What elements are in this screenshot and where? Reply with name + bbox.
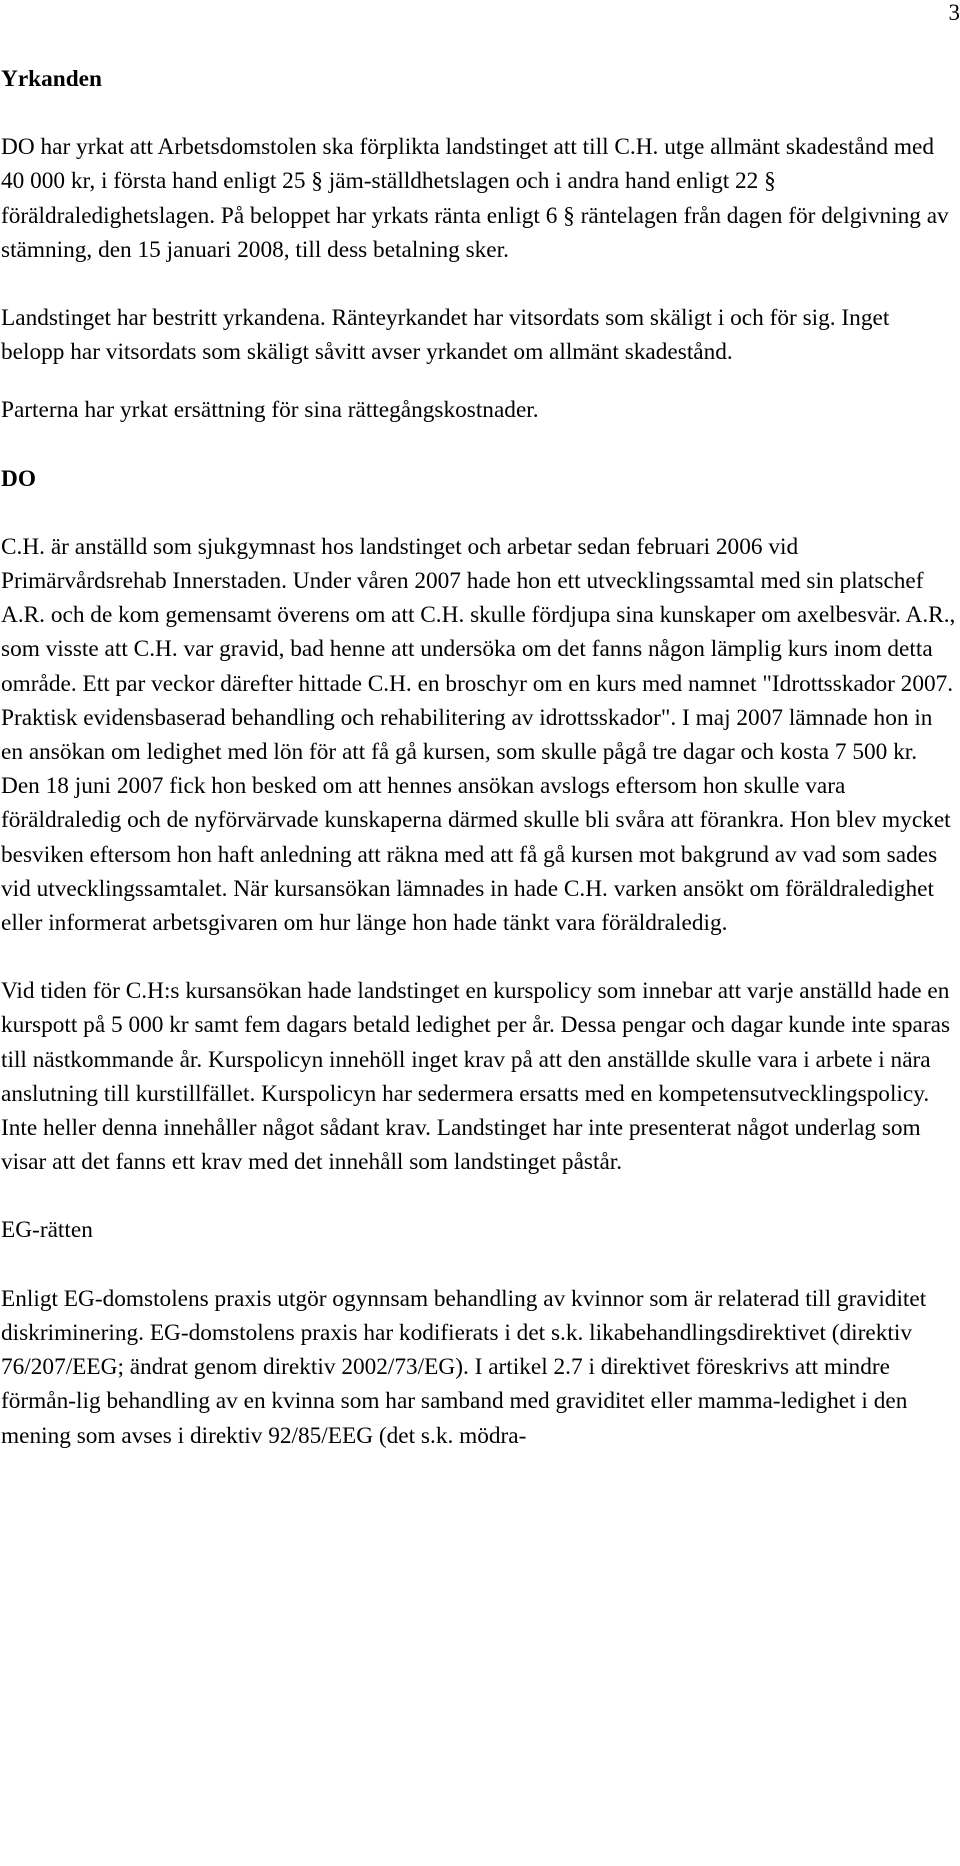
paragraph: Parterna har yrkat ersättning för sina rättegångskostnader. (1, 397, 539, 424)
paragraph: Enligt EG-domstolens praxis utgör ogynnsam behandling av kvinnor som är relaterad till graviditet diskriminering. EG-domstolens praxis har kodifierats i det s.k. likabehandlingsdirektivet (direktiv 76/207/EEG; ändrat genom direktiv 2002/73/EG). I artikel 2.7 i direktivet föreskrivs att mindre förmån-lig behandling av en kvinna som har samband med graviditet eller mamma-ledighet i den mening som avses i direktiv 92/85/EEG (det s.k. mödra- (1, 1285, 927, 1449)
page-number: 3 (948, 0, 960, 25)
section-heading-do: DO (1, 465, 36, 492)
section-heading-yrkanden: Yrkanden (1, 66, 102, 92)
paragraph: Vid tiden för C.H:s kursansökan hade landstinget en kurspolicy som innebar att varje anställd hade en kurspott på 5 000 kr samt fem dagars betald ledighet per år. Dessa pengar och dagar kunde inte sparas till nästkommande år. Kurspolicyn innehöll inget krav på att den anställde skulle vara i arbete i nära anslutning till kurstillfället. Kurspolicyn har sedermera ersatts med en kompetensutvecklingspolicy. Inte heller denna innehåller något sådant krav. Landstinget har inte presenterat något underlag som visar att det fanns ett krav med det innehåll som landstinget påstår. (1, 978, 951, 1176)
section-heading-eg-ratten: EG-rätten (1, 1217, 93, 1244)
paragraph: DO har yrkat att Arbetsdomstolen ska förplikta landstinget att till C.H. utge allmänt skadestånd med 40 000 kr, i första hand enligt 25 § jäm-ställdhetslagen och i andra hand enligt 22 § föräldraledighetslagen. På beloppet har yrkats ränta enligt 6 § räntelagen från dagen för delgivning av stämning, den 15 januari 2008, till dess betalning sker. (1, 134, 949, 263)
paragraph: C.H. är anställd som sjukgymnast hos landstinget och arbetar sedan februari 2006 vid Primärvårdsrehab Innerstaden. Under våren 2007 hade hon ett utvecklingssamtal med sin platschef A.R. och de kom gemensamt överens om att C.H. skulle fördjupa sina kunskaper om axelbesvär. A.R., som visste att C.H. var gravid, bad henne att undersöka om det fanns någon lämplig kurs inom detta område. Ett par veckor därefter hittade C.H. en broschyr om en kurs med namnet "Idrottsskador 2007. Praktisk evidensbaserad behandling och rehabilitering av idrottsskador". I maj 2007 lämnade hon in en ansökan om ledighet med lön för att få gå kursen, som skulle pågå tre dagar och kosta 7 500 kr. Den 18 juni 2007 fick hon besked om att hennes ansökan avslogs eftersom hon skulle vara föräldraledig och de nyförvärvade kunskaperna därmed skulle bli svåra att förankra. Hon blev mycket besviken eftersom hon haft anledning att räkna med att få gå kursen mot bakgrund av vad som sades vid utvecklingssamtalet. När kursansökan lämnades in hade C.H. varken ansökt om föräldraledighet eller informerat arbetsgivaren om hur länge hon hade tänkt vara föräldraledig. (1, 533, 956, 937)
document-body (1, 62, 957, 1453)
paragraph: Landstinget har bestritt yrkandena. Ränteyrkandet har vitsordats som skäligt i och för sig. Inget belopp har vitsordats som skäligt såvitt avser yrkandet om allmänt skadestånd. (1, 305, 890, 366)
